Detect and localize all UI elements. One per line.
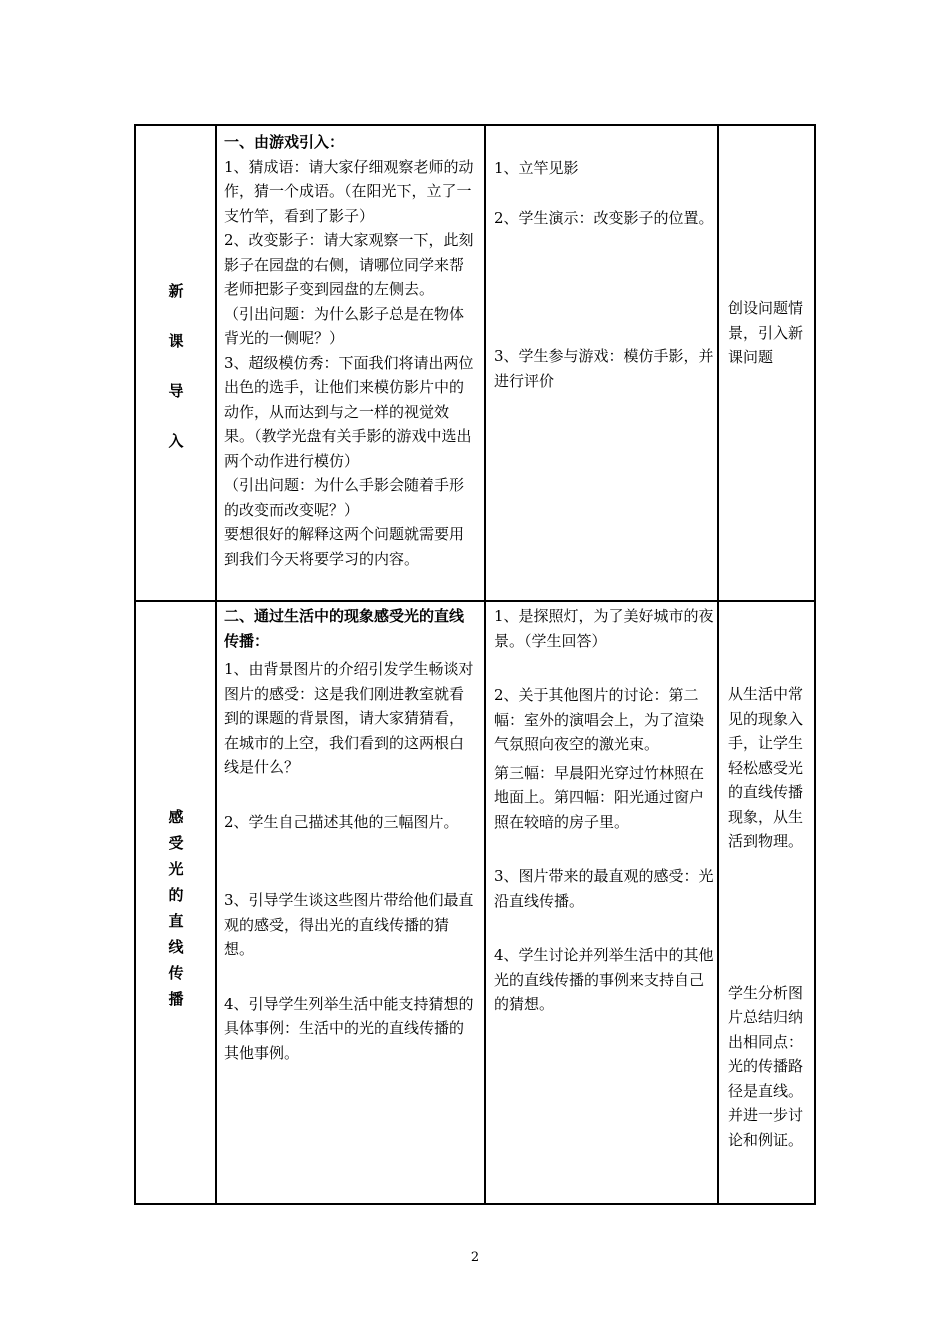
student-activity-intro [494, 156, 714, 393]
teacher-step: 3、引导学生谈这些图片带给他们最直观的感受，得出光的直线传播的猜想。 [224, 891, 474, 958]
teacher-step: 1、由背景图片的介绍引发学生畅谈对图片的感受：这是我们刚进教室就看到的课题的背景图，请大家猜猜看，在城市的上空，我们看到的这两根白线是什么？ [224, 660, 474, 776]
student-step: 4、学生讨论并列举生活中的其他光的直线传播的事例来支持自己的猜想。 [494, 946, 714, 1013]
section-title-char: 新 [168, 282, 184, 300]
teacher-step: 2、学生自己描述其他的三幅图片。 [224, 812, 459, 831]
teacher-step: （引出问题：为什么手影会随着手形的改变而改变呢？） [224, 476, 465, 519]
section-title-char: 播 [168, 990, 184, 1008]
student-step: 2、关于其他图片的讨论：第二幅：室外的演唱会上，为了渲染气氛照向夜空的激光束。 [494, 686, 705, 753]
section-title-char: 课 [168, 332, 184, 350]
section-title-char: 入 [168, 432, 184, 450]
design-intent-intro [728, 296, 812, 370]
column-divider [717, 126, 719, 1203]
teacher-activity-propagation [224, 604, 478, 1065]
student-step: 1、立竿见影 [494, 159, 579, 177]
teacher-step: 4、引导学生列举生活中能支持猜想的具体事例：生活中的光的直线传播的其他事例。 [224, 994, 474, 1062]
teacher-heading: 一、由游戏引入： [224, 133, 345, 151]
student-step: 1、是探照灯，为了美好城市的夜景。（学生回答） [494, 607, 714, 650]
section-title-propagation [136, 806, 216, 1014]
section-title-char: 直 [168, 912, 184, 930]
student-step: 3、学生参与游戏：模仿手影，并进行评价 [494, 347, 714, 390]
lesson-table [134, 124, 816, 1205]
student-activity-propagation [494, 604, 714, 1017]
section-title-char: 传 [168, 964, 184, 982]
section-title-char: 线 [168, 938, 184, 956]
intent-text: 从生活中常见的现象入手，让学生轻松感受光的直线传播现象，从生活到物理。 [728, 685, 804, 850]
teacher-step: 2、改变影子：请大家观察一下，此刻影子在园盘的右侧，请哪位同学来帮老师把影子变到园盘的左侧去。 [224, 231, 474, 298]
section-title-intro [136, 280, 216, 480]
section-title-char: 的 [168, 886, 184, 904]
intent-text: 学生分析图片总结归纳出相同点：光的传播路径是直线。并进一步讨论和例证。 [728, 983, 804, 1149]
column-divider [484, 126, 486, 1203]
intent-text: 创设问题情景，引入新课问题 [728, 299, 804, 366]
student-step: 第三幅：早晨阳光穿过竹林照在地面上。第四幅：阳光通过窗户照在较暗的房子里。 [494, 763, 705, 831]
teacher-step: 3、超级模仿秀：下面我们将请出两位出色的选手，让他们来模仿影片中的动作，从而达到与之一样的视觉效果。（教学光盘有关手影的游戏中选出两个动作进行模仿） [224, 353, 474, 470]
teacher-heading: 二、通过生活中的现象感受光的直线传播： [224, 607, 465, 650]
student-step: 2、学生演示：改变影子的位置。 [494, 208, 714, 227]
page-number: 2 [470, 1250, 480, 1265]
section-title-char: 导 [168, 382, 184, 400]
student-step: 3、图片带来的最直观的感受：光沿直线传播。 [494, 867, 714, 910]
teacher-step: 要想很好的解释这两个问题就需要用到我们今天将要学习的内容。 [224, 525, 465, 568]
section-title-char: 受 [168, 834, 184, 852]
teacher-step: （引出问题：为什么影子总是在物体背光的一侧呢？） [224, 304, 465, 347]
teacher-activity-intro [224, 130, 478, 571]
section-title-char: 光 [168, 860, 184, 878]
teacher-step: 1、猜成语：请大家仔细观察老师的动作，猜一个成语。（在阳光下，立了一支竹竿，看到了影子） [224, 157, 474, 225]
row-divider [136, 600, 814, 602]
section-title-char: 感 [168, 808, 184, 826]
design-intent-propagation [728, 682, 812, 1152]
